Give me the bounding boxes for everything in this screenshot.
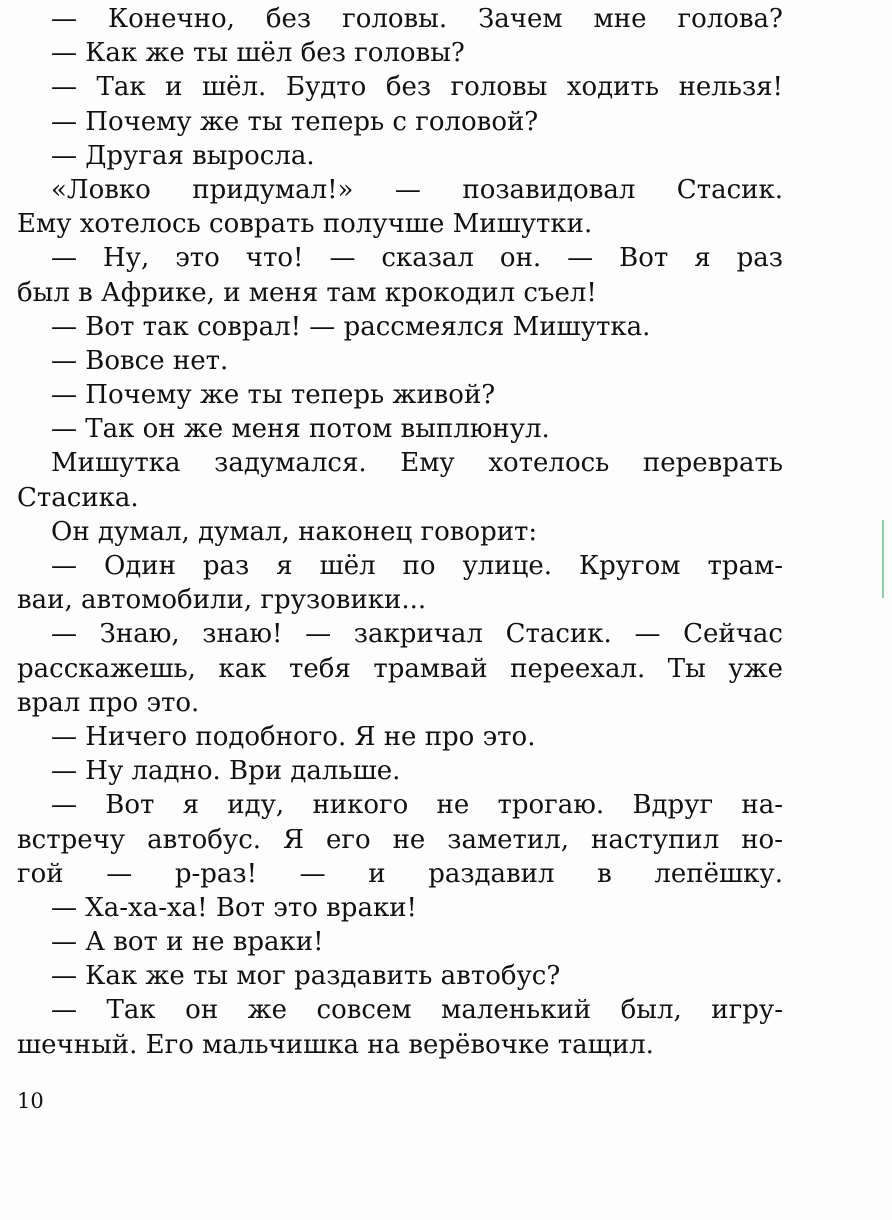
text-line: — Другая выросла. [51, 140, 315, 171]
text-line: «Ловко придумал!» — позавидовал Стасик. [51, 174, 783, 205]
text-line: — Так он же меня потом выплюнул. [51, 414, 550, 445]
text-line: — Так он же совсем маленький был, игру- [51, 995, 783, 1026]
story-text [17, 2, 783, 1062]
text-line: — Ну ладно. Ври дальше. [51, 756, 401, 787]
page-edge-mark [882, 520, 884, 598]
text-line: Он думал, думал, наконец говорит: [51, 516, 538, 547]
text-line: — Конечно, без головы. Зачем мне голова? [51, 4, 783, 34]
text-line: — Один раз я шёл по улице. Кругом трам- [51, 551, 783, 581]
text-line: расскажешь, как тебя трамвай переехал. Ты уже [17, 653, 783, 684]
text-line: — Почему же ты теперь с головой? [51, 106, 539, 137]
text-line: ваи, автомобили, грузовики... [17, 585, 427, 616]
text-line: — Ничего подобного. Я не про это. [51, 721, 536, 752]
text-line: шечный. Его мальчишка на верёвочке тащил. [17, 1029, 654, 1060]
text-line: гой — р-раз! — и раздавил в лепёшку. [17, 858, 783, 889]
text-line: — А вот и не враки! [51, 927, 324, 958]
text-line: — Как же ты мог раздавить автобус? [51, 961, 561, 992]
text-line: — Знаю, знаю! — закричал Стасик. — Сейчас [51, 619, 783, 650]
text-line: был в Африке, и меня там крокодил съел! [17, 277, 597, 308]
text-line: врал про это. [17, 687, 200, 718]
text-line: встречу автобус. Я его не заметил, наступил но- [17, 824, 783, 855]
text-line: — Как же ты шёл без головы? [51, 38, 465, 69]
text-line: — Вот я иду, никого не трогаю. Вдруг на- [51, 790, 783, 821]
text-line: — Так и шёл. Будто без головы ходить нельзя! [51, 72, 783, 103]
text-line: — Вот так соврал! — рассмеялся Мишутка. [51, 311, 651, 342]
text-line: Стасика. [17, 482, 139, 513]
text-line: Ему хотелось соврать получше Мишутки. [17, 209, 593, 240]
text-line: — Вовсе нет. [51, 345, 229, 376]
page-number: 10 [17, 1089, 44, 1113]
text-line: — Почему же ты теперь живой? [51, 380, 496, 411]
text-line: Мишутка задумался. Ему хотелось переврать [51, 448, 783, 479]
text-line: — Ну, это что! — сказал он. — Вот я раз [51, 243, 783, 274]
text-line: — Ха-ха-ха! Вот это враки! [51, 892, 417, 923]
